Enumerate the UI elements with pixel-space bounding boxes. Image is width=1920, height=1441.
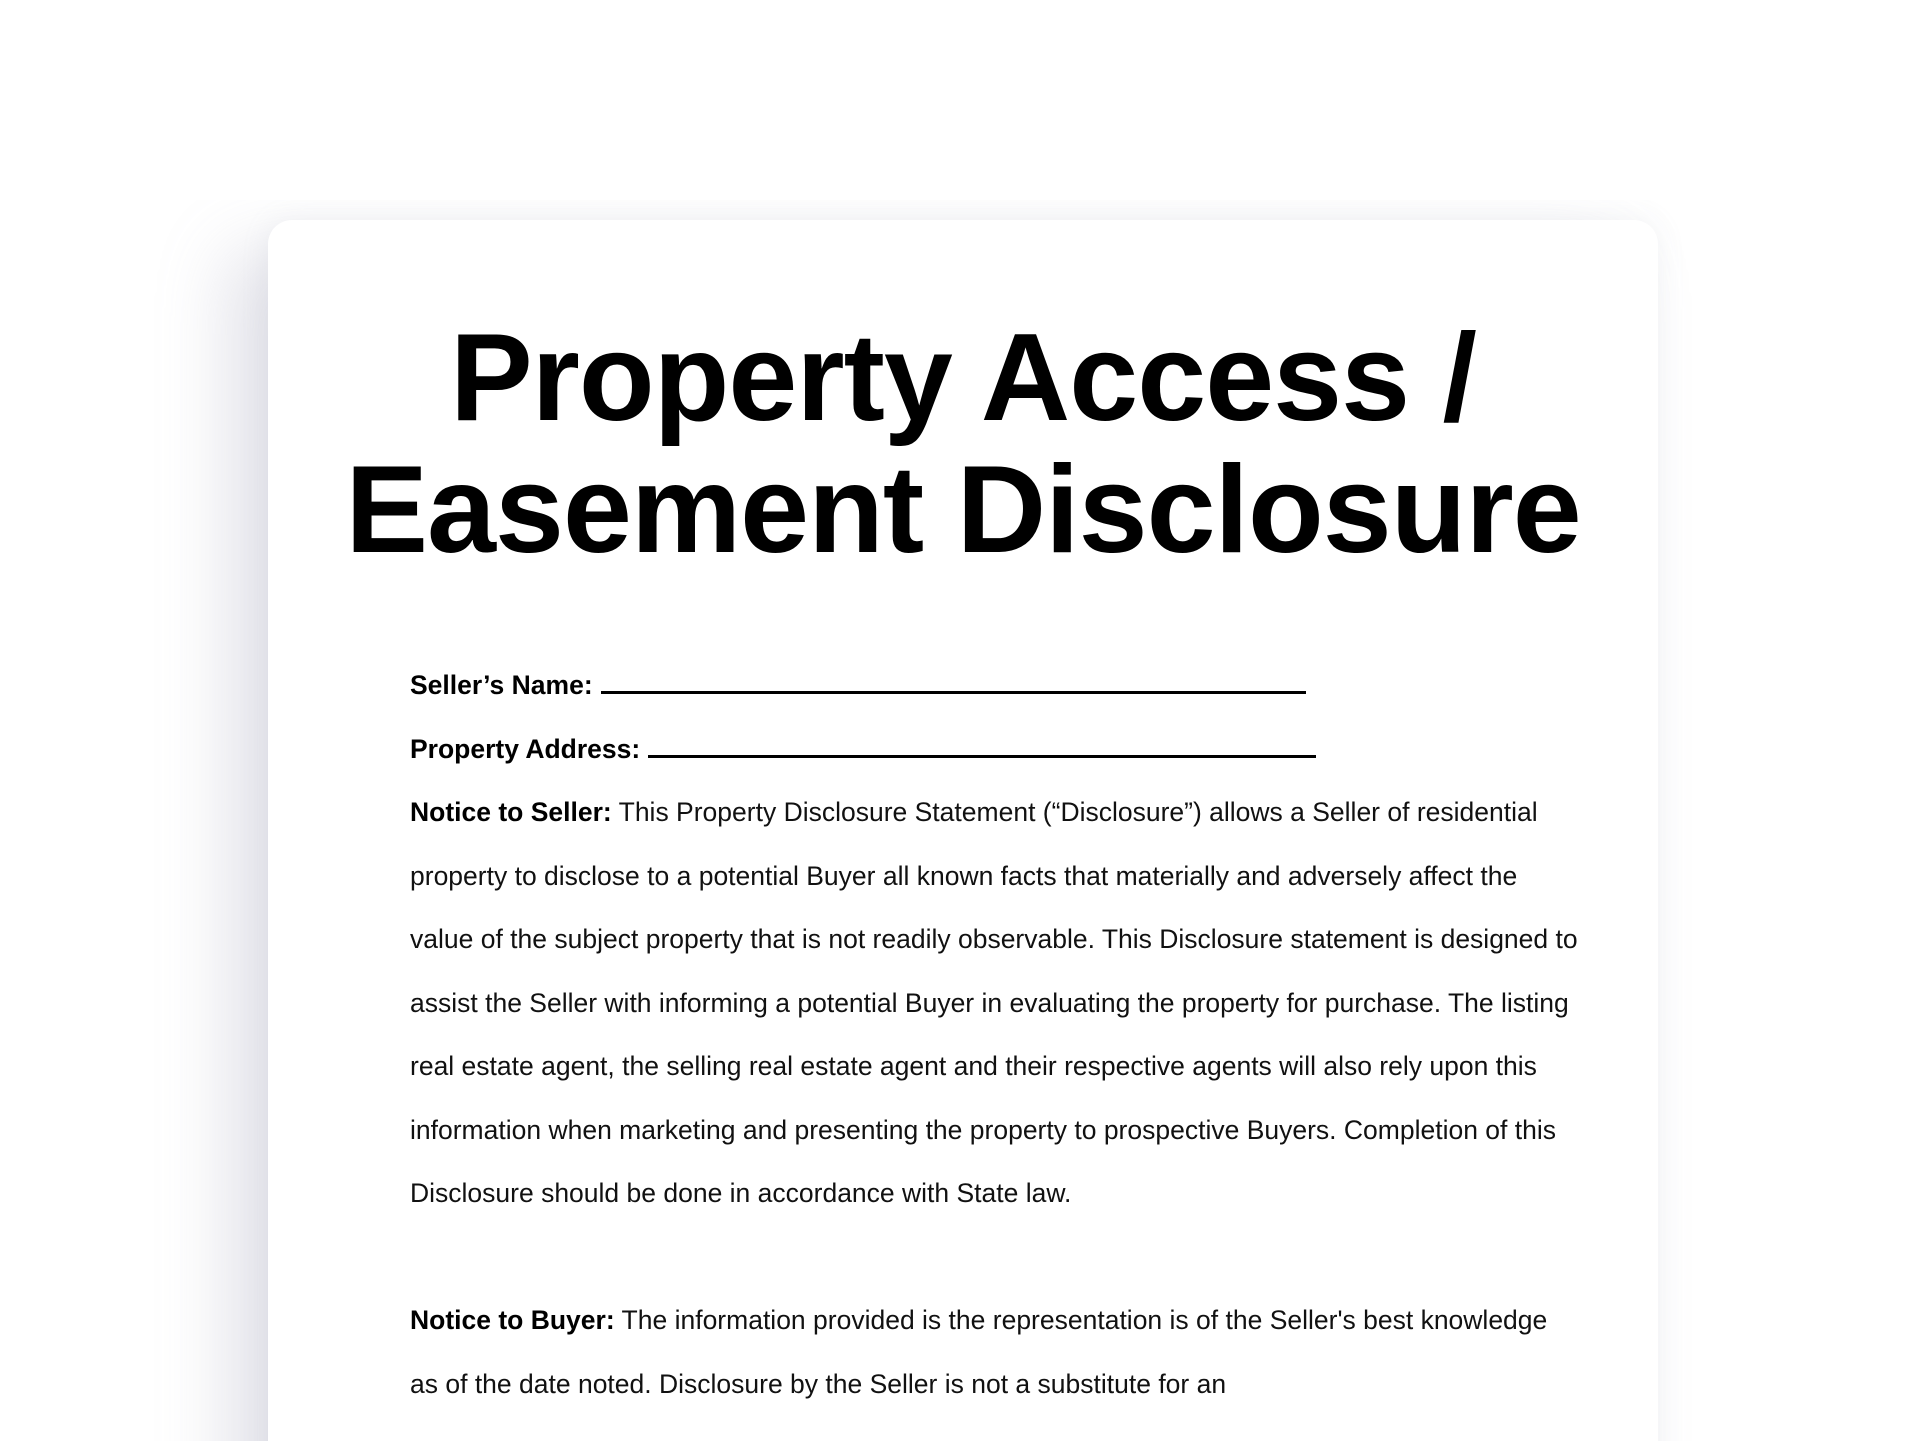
notice-to-seller-text: This Property Disclosure Statement (“Disclosure”) allows a Seller of residential property to disclose to a potential Buyer all known facts that materially and adversely affect the value of the subject property that is not readily observable. This Disclosure statement is designed to assist the Seller with informing a potential Buyer in evaluating the property for purchase. The listing real estate agent, the selling real estate agent and their respective agents will also rely upon this information when marketing and presenting the property to prospective Buyers. Completion of this Disclosure should be done in accordance with State law.	[410, 797, 1578, 1208]
seller-name-label: Seller’s Name:	[410, 670, 593, 700]
notice-to-buyer-text: The information provided is the representation is of the Seller's best knowledge as of the date noted. Disclosure by the Seller is not a substitute for an	[410, 1305, 1548, 1399]
document-page	[268, 220, 1658, 1441]
document-body	[410, 654, 1580, 1416]
notice-to-seller-label: Notice to Seller:	[410, 797, 612, 827]
document-viewport	[150, 200, 1730, 1441]
property-address-field	[410, 718, 1580, 782]
notice-to-buyer-label: Notice to Buyer:	[410, 1305, 615, 1335]
property-address-label: Property Address:	[410, 733, 641, 764]
document-title-line-2: Easement Disclosure	[345, 441, 1581, 579]
seller-name-field	[410, 654, 1580, 718]
notice-to-buyer-paragraph	[410, 1289, 1580, 1416]
document-title	[268, 309, 1658, 579]
notice-to-seller-paragraph	[410, 781, 1580, 1226]
seller-name-blank-line[interactable]	[601, 691, 1306, 694]
property-address-blank-line[interactable]	[648, 755, 1316, 758]
document-title-line-1: Property Access /	[449, 309, 1477, 447]
